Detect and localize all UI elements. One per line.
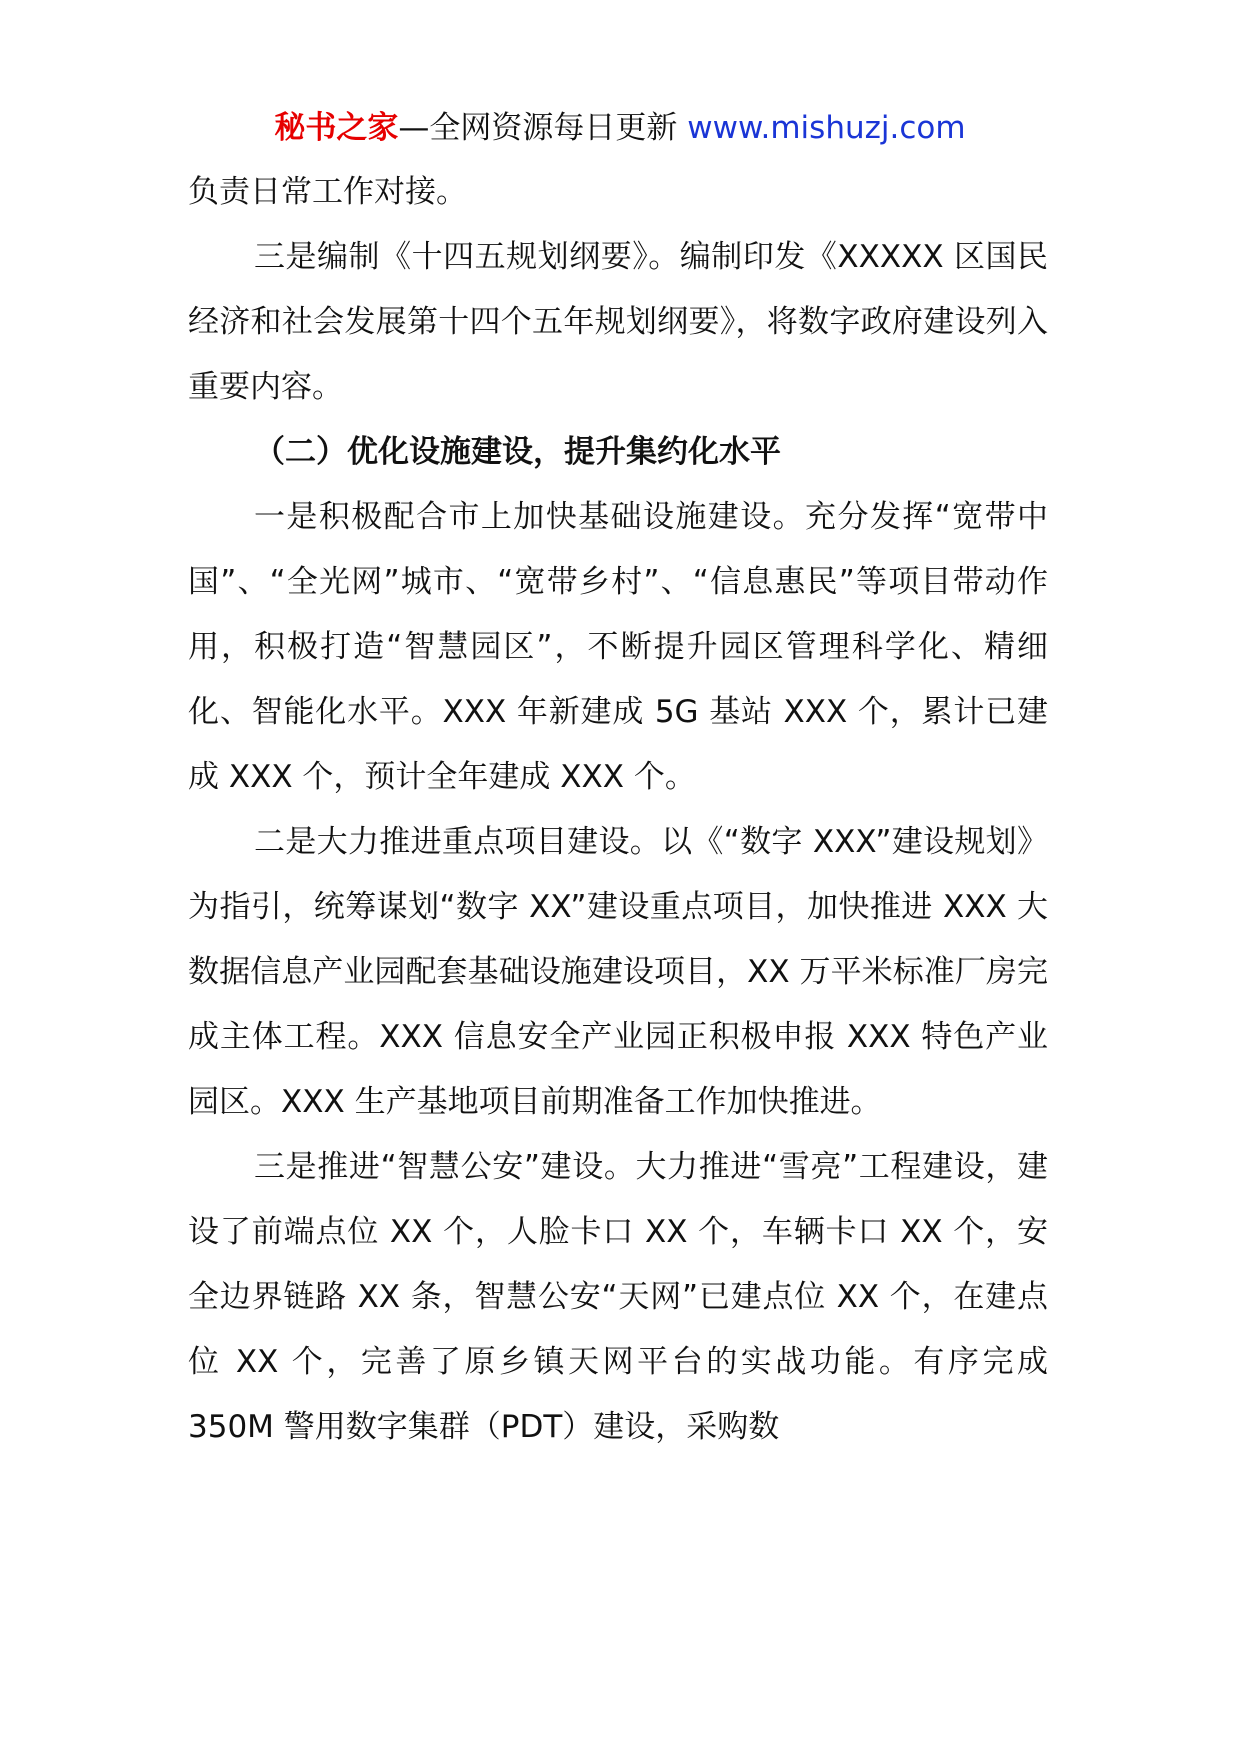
header-url-link[interactable]: www.mishuzj.com bbox=[687, 110, 966, 146]
section-heading-2: （二）优化设施建设，提升集约化水平 bbox=[254, 434, 781, 470]
paragraph-infrastructure: 一是积极配合市上加快基础设施建设。充分发挥“宽带中国”、“全光网”城市、“宽带乡村”、“信息惠民”等项目带动作用，积极打造“智慧园区”，不断提升园区管理科学化、精细化、智能化水平。XXX 年新建成 5G 基站 XXX 个，累计已建成 XXX 个，预计全年建成 XXX 个。 bbox=[188, 499, 1048, 795]
paragraph-planning-outline: 三是编制《十四五规划纲要》。编制印发《XXXXX 区国民经济和社会发展第十四个五年规划纲要》，将数字政府建设列入重要内容。 bbox=[188, 239, 1048, 405]
page-header bbox=[0, 100, 1240, 156]
document-body bbox=[188, 160, 1048, 1460]
paragraph-key-projects: 二是大力推进重点项目建设。以《“数字 XXX”建设规划》为指引，统筹谋划“数字 XX”建设重点项目，加快推进 XXX 大数据信息产业园配套基础设施建设项目，XX 万平米标准厂房完成主体工程。XXX 信息安全产业园正积极申报 XXX 特色产业园区。XXX 生产基地项目前期准备工作加快推进。 bbox=[188, 824, 1048, 1120]
header-brand: 秘书之家 bbox=[274, 110, 399, 146]
paragraph-smart-police: 三是推进“智慧公安”建设。大力推进“雪亮”工程建设，建设了前端点位 XX 个，人脸卡口 XX 个，车辆卡口 XX 个，安全边界链路 XX 条，智慧公安“天网”已建点位 XX 个，在建点位 XX 个，完善了原乡镇天网平台的实战功能。有序完成 350M 警用数字集群（PDT）建设，采购数 bbox=[188, 1149, 1048, 1445]
paragraph-continuation: 负责日常工作对接。 bbox=[188, 174, 467, 210]
header-tagline: —全网资源每日更新 bbox=[398, 110, 688, 146]
